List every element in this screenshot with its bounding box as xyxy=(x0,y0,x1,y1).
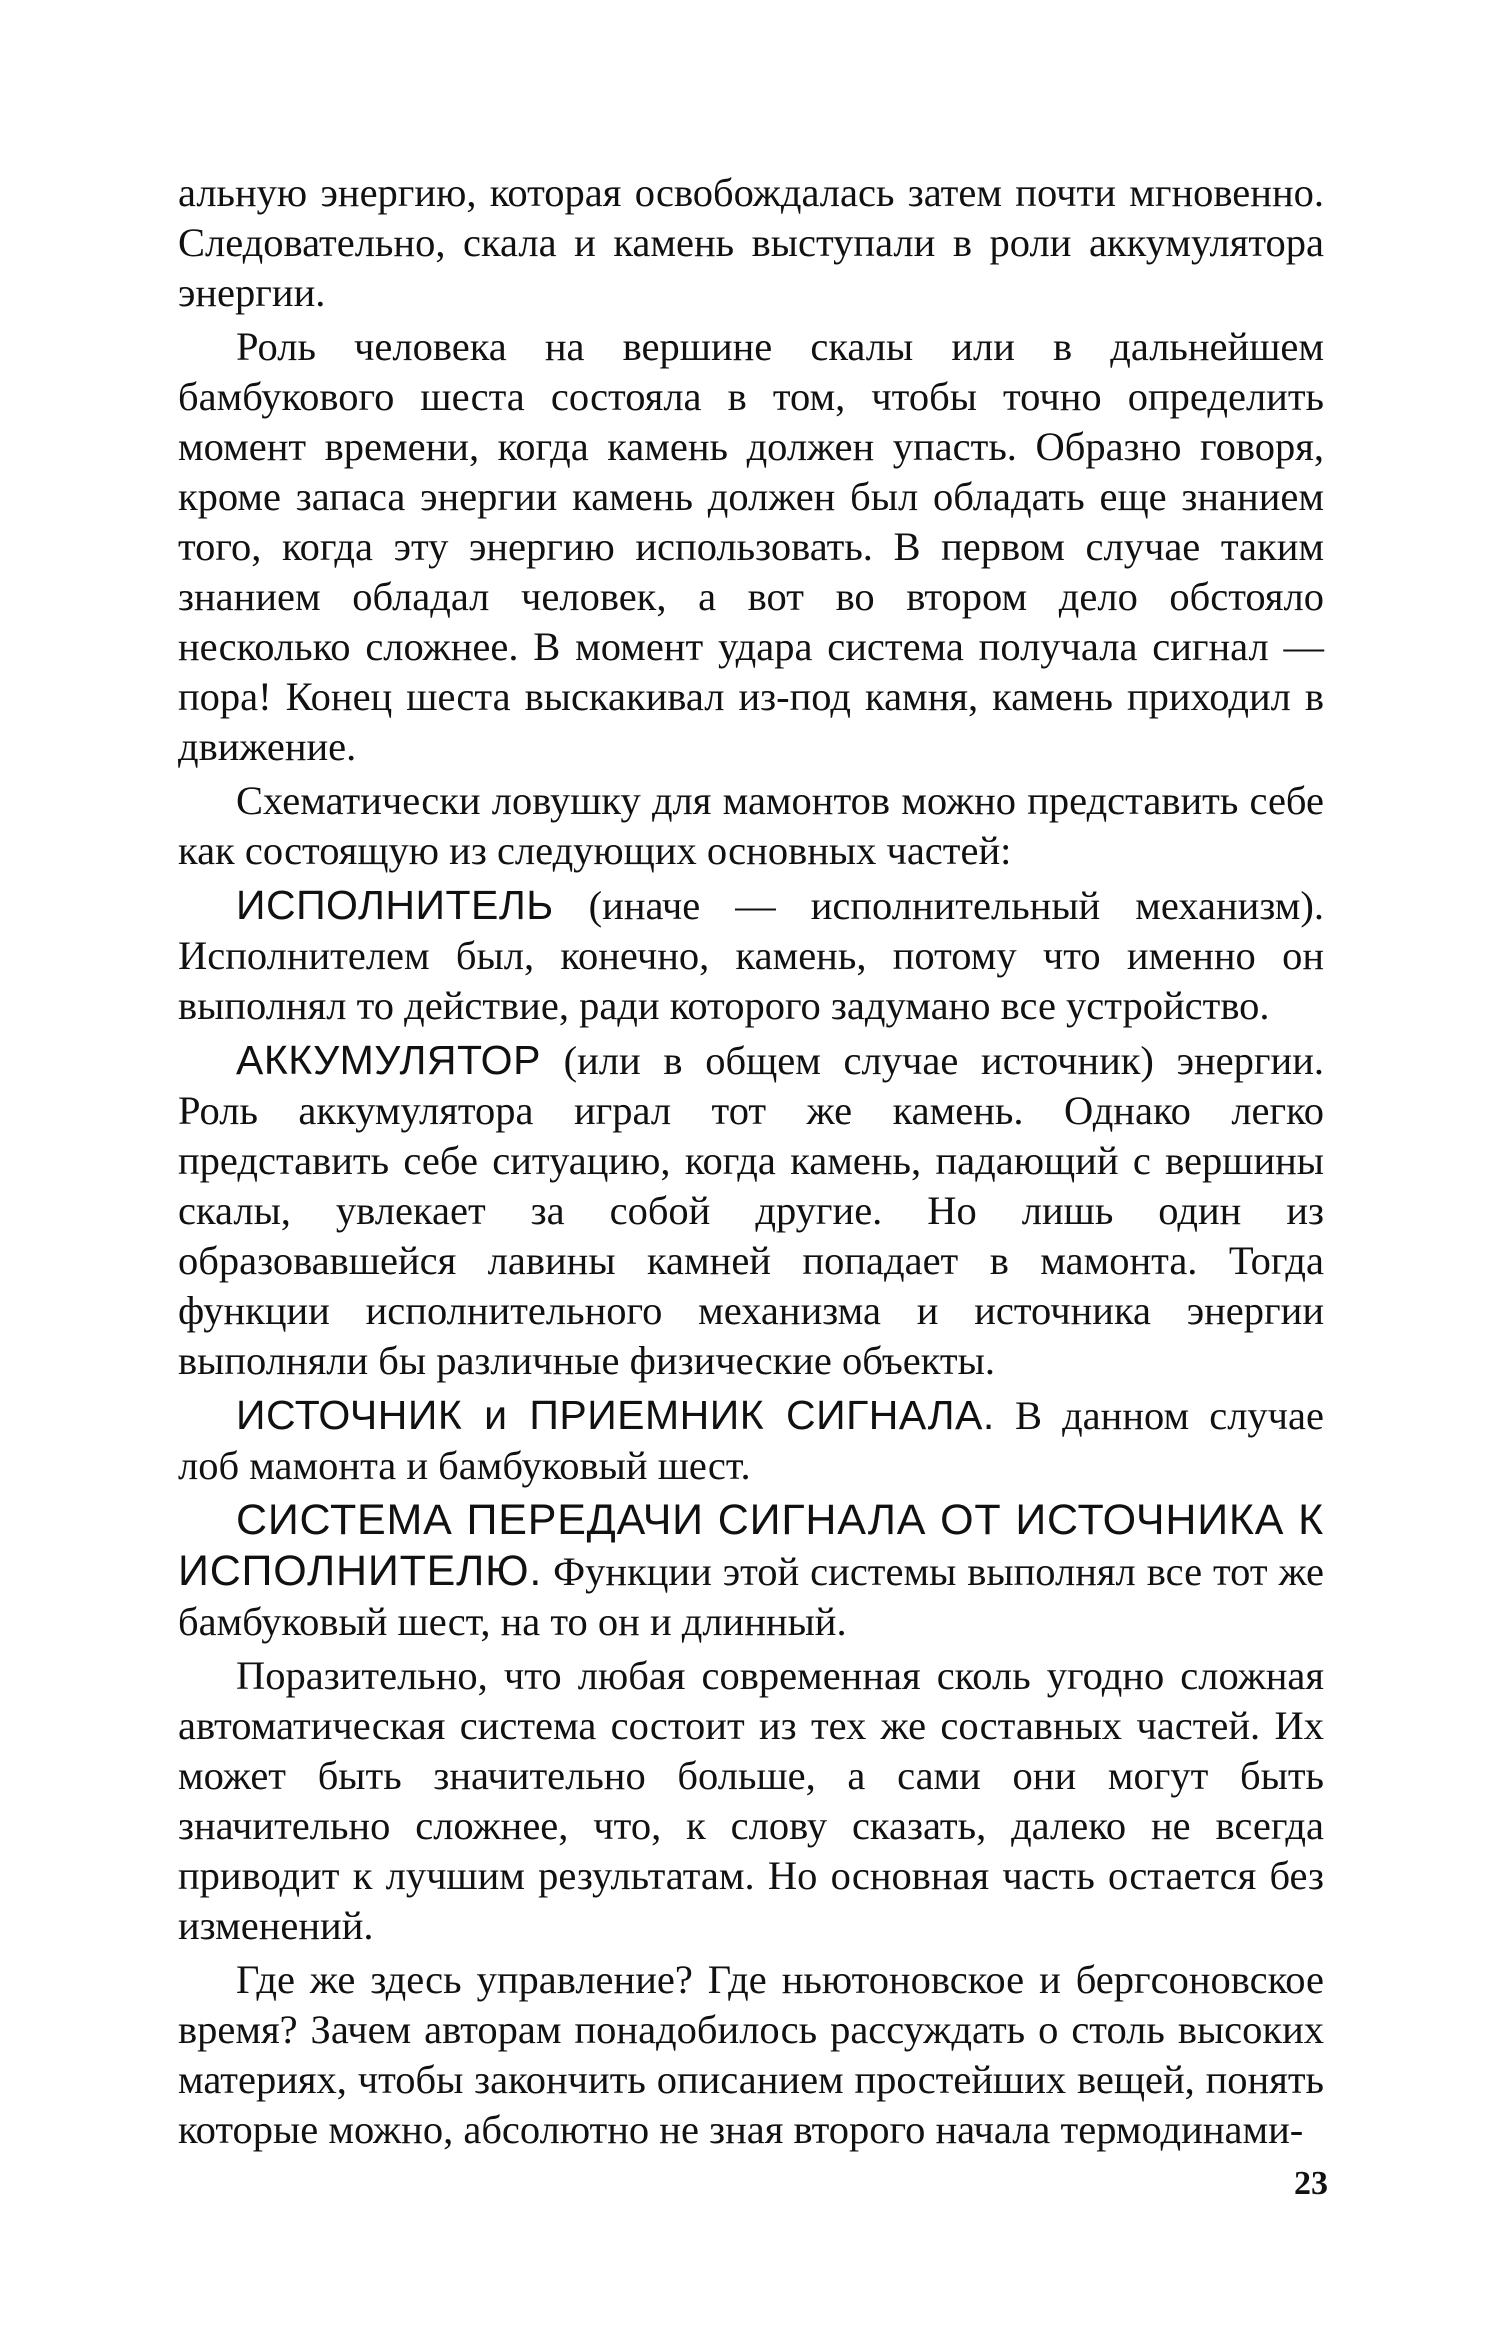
term-executor: ИСПОЛНИТЕЛЬ xyxy=(236,882,554,928)
paragraph-signal-source xyxy=(178,1390,1324,1491)
paragraph-transmission-system-text: Функции этой системы выполнял все тот же бамбуковый шест, на то он и длинный. xyxy=(178,1549,1324,1644)
paragraph-trap-schema: Схематически ловушку для мамонтов можно представить себе как состоящую из следующих основных частей: xyxy=(178,778,1324,873)
term-accumulator: АККУМУЛЯТОР xyxy=(236,1037,541,1083)
paragraph-accumulator xyxy=(178,1035,1324,1386)
paragraph-continuation: альную энергию, которая освобождалась затем почти мгновенно. Следовательно, скала и камень выступали в роли аккумулятора энергии. xyxy=(178,170,1324,315)
paragraph-transmission-system xyxy=(178,1495,1324,1647)
text-column xyxy=(178,168,1324,2159)
term-signal-source-receiver: ИСТОЧНИК и ПРИЕМНИК СИГНАЛА. xyxy=(236,1392,995,1438)
paragraph-executor-text: (иначе — исполнительный механизм). Исполнителем был, конечно, камень, потому что именно он выполнял то действие, ради которого задумано все устройство. xyxy=(178,883,1324,1028)
paragraph-signal-source-text: В данном случае лоб мамонта и бамбуковый шест. xyxy=(178,1393,1324,1488)
paragraph-human-role: Роль человека на вершине скалы или в дальнейшем бамбукового шеста состояла в том, чтобы точно определить момент времени, когда камень должен упасть. Образно говоря, кроме запаса энергии камень должен был обладать еще знанием того, когда эту энергию использовать. В первом случае таким знанием обладал человек, а вот во втором дело обстояло несколько сложнее. В момент удара система получала сигнал — пора! Конец шеста выскакивал из-под камня, камень приходил в движение. xyxy=(178,324,1324,769)
term-transmission-system: СИСТЕМА ПЕРЕДАЧИ СИГНАЛА ОТ ИСТОЧНИКА К ИСПОЛНИТЕЛЮ. xyxy=(178,1496,1324,1595)
page-number: 23 xyxy=(1294,2165,1328,2202)
paragraph-executor xyxy=(178,880,1324,1031)
paragraph-modern-systems: Поразительно, что любая современная сколь угодно сложная автоматическая система состоит из тех же составных частей. Их может быть значительно больше, а сами они могут быть значительно сложнее, что, к слову сказать, далеко не всегда приводит к лучшим результатам. Но основная часть остается без изменений. xyxy=(178,1653,1324,1948)
paragraph-accumulator-text: (или в общем случае источник) энергии. Роль аккумулятора играл тот же камень. Однако легко представить себе ситуацию, когда камень, падающий с вершины скалы, увлекает за собой другие. Но лишь один из образовавшейся лавины камней попадает в мамонта. Тогда функции исполнительного механизма и источника энергии выполняли бы различные физические объекты. xyxy=(178,1038,1324,1383)
paragraph-control-question: Где же здесь управление? Где ньютоновское и бергсоновское время? Зачем авторам понадобилось рассуждать о столь высоких материях, чтобы закончить описанием простейших вещей, понять которые можно, абсолютно не зная второго начала термодинами- xyxy=(178,1957,1324,2152)
